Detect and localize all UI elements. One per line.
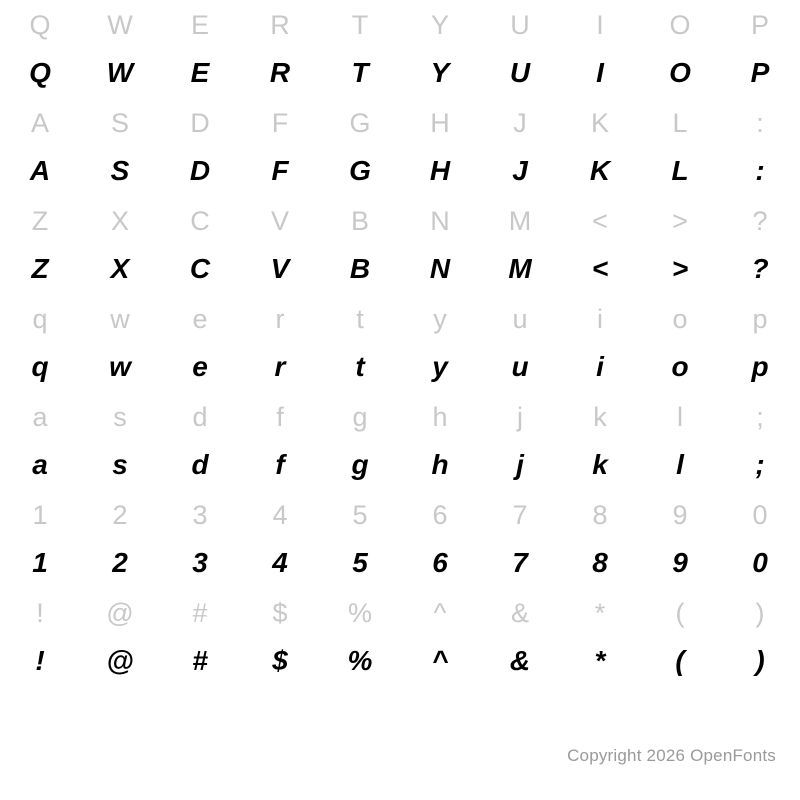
glyph-cell: r: [274, 351, 286, 382]
glyph-cell: u: [512, 303, 528, 334]
glyph-cell: Q: [29, 9, 51, 40]
glyph-cell: ^: [431, 645, 449, 676]
glyph-cell: J: [513, 107, 527, 138]
glyph-cell: N: [429, 253, 451, 284]
glyph-cell: U: [510, 9, 530, 40]
glyph-cell: o: [671, 351, 689, 382]
glyph-cell: d: [191, 449, 209, 480]
glyph-cell: O: [669, 57, 691, 88]
glyph-cell: Z: [31, 205, 49, 236]
glyph-cell: O: [669, 9, 691, 40]
glyph-cell: P: [750, 9, 769, 40]
glyph-row: [0, 440, 800, 490]
glyph-cell: u: [511, 351, 529, 382]
glyph-cell: >: [672, 205, 688, 236]
glyph-cell: G: [349, 155, 371, 186]
glyph-row: [0, 294, 800, 344]
glyph-cell: ;: [756, 401, 764, 432]
glyph-cell: p: [751, 351, 769, 382]
glyph-cell: $: [272, 645, 288, 676]
glyph-cell: Y: [430, 9, 449, 40]
glyph-cell: V: [270, 205, 289, 236]
glyph-cell: B: [350, 205, 369, 236]
glyph-cell: q: [31, 351, 49, 382]
glyph-cell: V: [270, 253, 290, 284]
glyph-cell: A: [30, 107, 49, 138]
glyph-cell: r: [275, 303, 285, 334]
glyph-cell: H: [430, 107, 450, 138]
glyph-cell: w: [110, 303, 130, 334]
glyph-cell: T: [351, 9, 369, 40]
glyph-cell: X: [110, 205, 129, 236]
glyph-row: [0, 538, 800, 588]
glyph-row: [0, 636, 800, 686]
glyph-cell: 6: [432, 547, 448, 578]
glyph-row: [0, 146, 800, 196]
glyph-cell: h: [432, 401, 448, 432]
glyph-cell: ): [755, 597, 765, 628]
glyph-cell: :: [756, 107, 764, 138]
glyph-cell: D: [189, 155, 211, 186]
glyph-cell: 9: [672, 547, 688, 578]
glyph-cell: 8: [592, 499, 608, 530]
glyph-cell: K: [590, 107, 609, 138]
glyph-cell: K: [589, 155, 611, 186]
glyph-cell: Z: [31, 253, 49, 284]
glyph-row: [0, 98, 800, 148]
glyph-row: [0, 0, 800, 50]
glyph-cell: %: [347, 645, 373, 676]
glyph-row: [0, 588, 800, 638]
glyph-cell: 2: [112, 547, 128, 578]
glyph-cell: W: [106, 57, 134, 88]
glyph-cell: A: [29, 155, 51, 186]
glyph-cell: h: [431, 449, 449, 480]
glyph-cell: F: [271, 107, 289, 138]
glyph-cell: 9: [672, 499, 688, 530]
glyph-cell: 4: [272, 499, 288, 530]
glyph-cell: M: [508, 253, 532, 284]
glyph-cell: 4: [272, 547, 288, 578]
glyph-cell: q: [32, 303, 48, 334]
glyph-cell: o: [672, 303, 688, 334]
glyph-cell: *: [594, 645, 606, 676]
glyph-cell: @: [106, 645, 134, 676]
glyph-cell: 8: [592, 547, 608, 578]
glyph-cell: I: [596, 57, 604, 88]
glyph-cell: t: [355, 351, 365, 382]
glyph-cell: s: [113, 401, 127, 432]
glyph-cell: w: [109, 351, 131, 382]
glyph-cell: y: [432, 351, 448, 382]
glyph-cell: L: [672, 107, 688, 138]
glyph-cell: 7: [512, 499, 528, 530]
glyph-cell: 1: [32, 499, 48, 530]
glyph-cell: #: [192, 597, 208, 628]
glyph-cell: $: [272, 597, 288, 628]
glyph-cell: U: [509, 57, 531, 88]
glyph-cell: &: [510, 597, 529, 628]
glyph-cell: Q: [29, 57, 51, 88]
glyph-cell: Y: [430, 57, 450, 88]
glyph-cell: J: [512, 155, 528, 186]
glyph-cell: D: [190, 107, 210, 138]
glyph-cell: !: [36, 597, 44, 628]
glyph-cell: ;: [755, 449, 765, 480]
glyph-cell: 5: [352, 499, 368, 530]
glyph-cell: (: [675, 597, 685, 628]
glyph-cell: #: [192, 645, 208, 676]
glyph-cell: P: [750, 57, 770, 88]
glyph-cell: N: [430, 205, 450, 236]
glyph-cell: f: [275, 449, 285, 480]
glyph-row: [0, 342, 800, 392]
glyph-cell: @: [106, 597, 134, 628]
glyph-cell: i: [597, 303, 603, 334]
glyph-cell: &: [509, 645, 531, 676]
glyph-cell: 3: [192, 499, 208, 530]
glyph-cell: E: [190, 9, 209, 40]
glyph-cell: !: [35, 645, 45, 676]
glyph-cell: s: [112, 449, 128, 480]
glyph-cell: p: [752, 303, 768, 334]
glyph-cell: H: [429, 155, 451, 186]
glyph-cell: g: [351, 449, 369, 480]
glyph-cell: F: [271, 155, 289, 186]
glyph-cell: d: [192, 401, 208, 432]
glyph-cell: <: [592, 205, 608, 236]
glyph-cell: a: [32, 449, 48, 480]
glyph-cell: S: [110, 107, 129, 138]
glyph-cell: :: [755, 155, 765, 186]
glyph-cell: y: [433, 303, 447, 334]
glyph-row: [0, 244, 800, 294]
glyph-cell: 0: [752, 499, 768, 530]
glyph-cell: ?: [751, 253, 769, 284]
glyph-row: [0, 196, 800, 246]
glyph-cell: R: [269, 57, 291, 88]
glyph-cell: I: [596, 9, 604, 40]
glyph-cell: e: [192, 351, 208, 382]
glyph-cell: T: [351, 57, 369, 88]
glyph-cell: G: [349, 107, 371, 138]
glyph-cell: k: [593, 401, 607, 432]
glyph-cell: f: [276, 401, 284, 432]
glyph-row: [0, 490, 800, 540]
glyph-cell: 1: [32, 547, 48, 578]
glyph-cell: C: [190, 205, 210, 236]
glyph-cell: 7: [512, 547, 528, 578]
glyph-cell: B: [349, 253, 371, 284]
copyright-notice: Copyright 2026 OpenFonts: [567, 746, 776, 765]
glyph-cell: 0: [752, 547, 768, 578]
glyph-cell: %: [347, 597, 372, 628]
glyph-row: [0, 48, 800, 98]
glyph-cell: a: [32, 401, 48, 432]
glyph-cell: t: [356, 303, 364, 334]
glyph-cell: ^: [433, 597, 447, 628]
glyph-cell: j: [516, 449, 524, 480]
glyph-cell: (: [675, 645, 685, 676]
glyph-cell: <: [591, 253, 609, 284]
glyph-cell: j: [517, 401, 523, 432]
glyph-cell: l: [677, 401, 683, 432]
glyph-cell: E: [190, 57, 210, 88]
glyph-cell: M: [508, 205, 532, 236]
glyph-cell: S: [110, 155, 130, 186]
glyph-cell: l: [676, 449, 684, 480]
glyph-cell: W: [107, 9, 133, 40]
glyph-cell: i: [596, 351, 604, 382]
glyph-cell: X: [110, 253, 130, 284]
glyph-row: [0, 392, 800, 442]
glyph-cell: *: [594, 597, 606, 628]
glyph-cell: k: [592, 449, 608, 480]
glyph-cell: C: [189, 253, 211, 284]
glyph-cell: 6: [432, 499, 448, 530]
glyph-cell: ): [755, 645, 765, 676]
glyph-cell: L: [671, 155, 689, 186]
glyph-cell: >: [671, 253, 689, 284]
glyph-cell: e: [192, 303, 208, 334]
glyph-cell: 2: [112, 499, 128, 530]
glyph-cell: R: [270, 9, 290, 40]
glyph-cell: g: [352, 401, 368, 432]
glyph-cell: ?: [752, 205, 768, 236]
glyph-cell: 5: [352, 547, 368, 578]
glyph-cell: 3: [192, 547, 208, 578]
